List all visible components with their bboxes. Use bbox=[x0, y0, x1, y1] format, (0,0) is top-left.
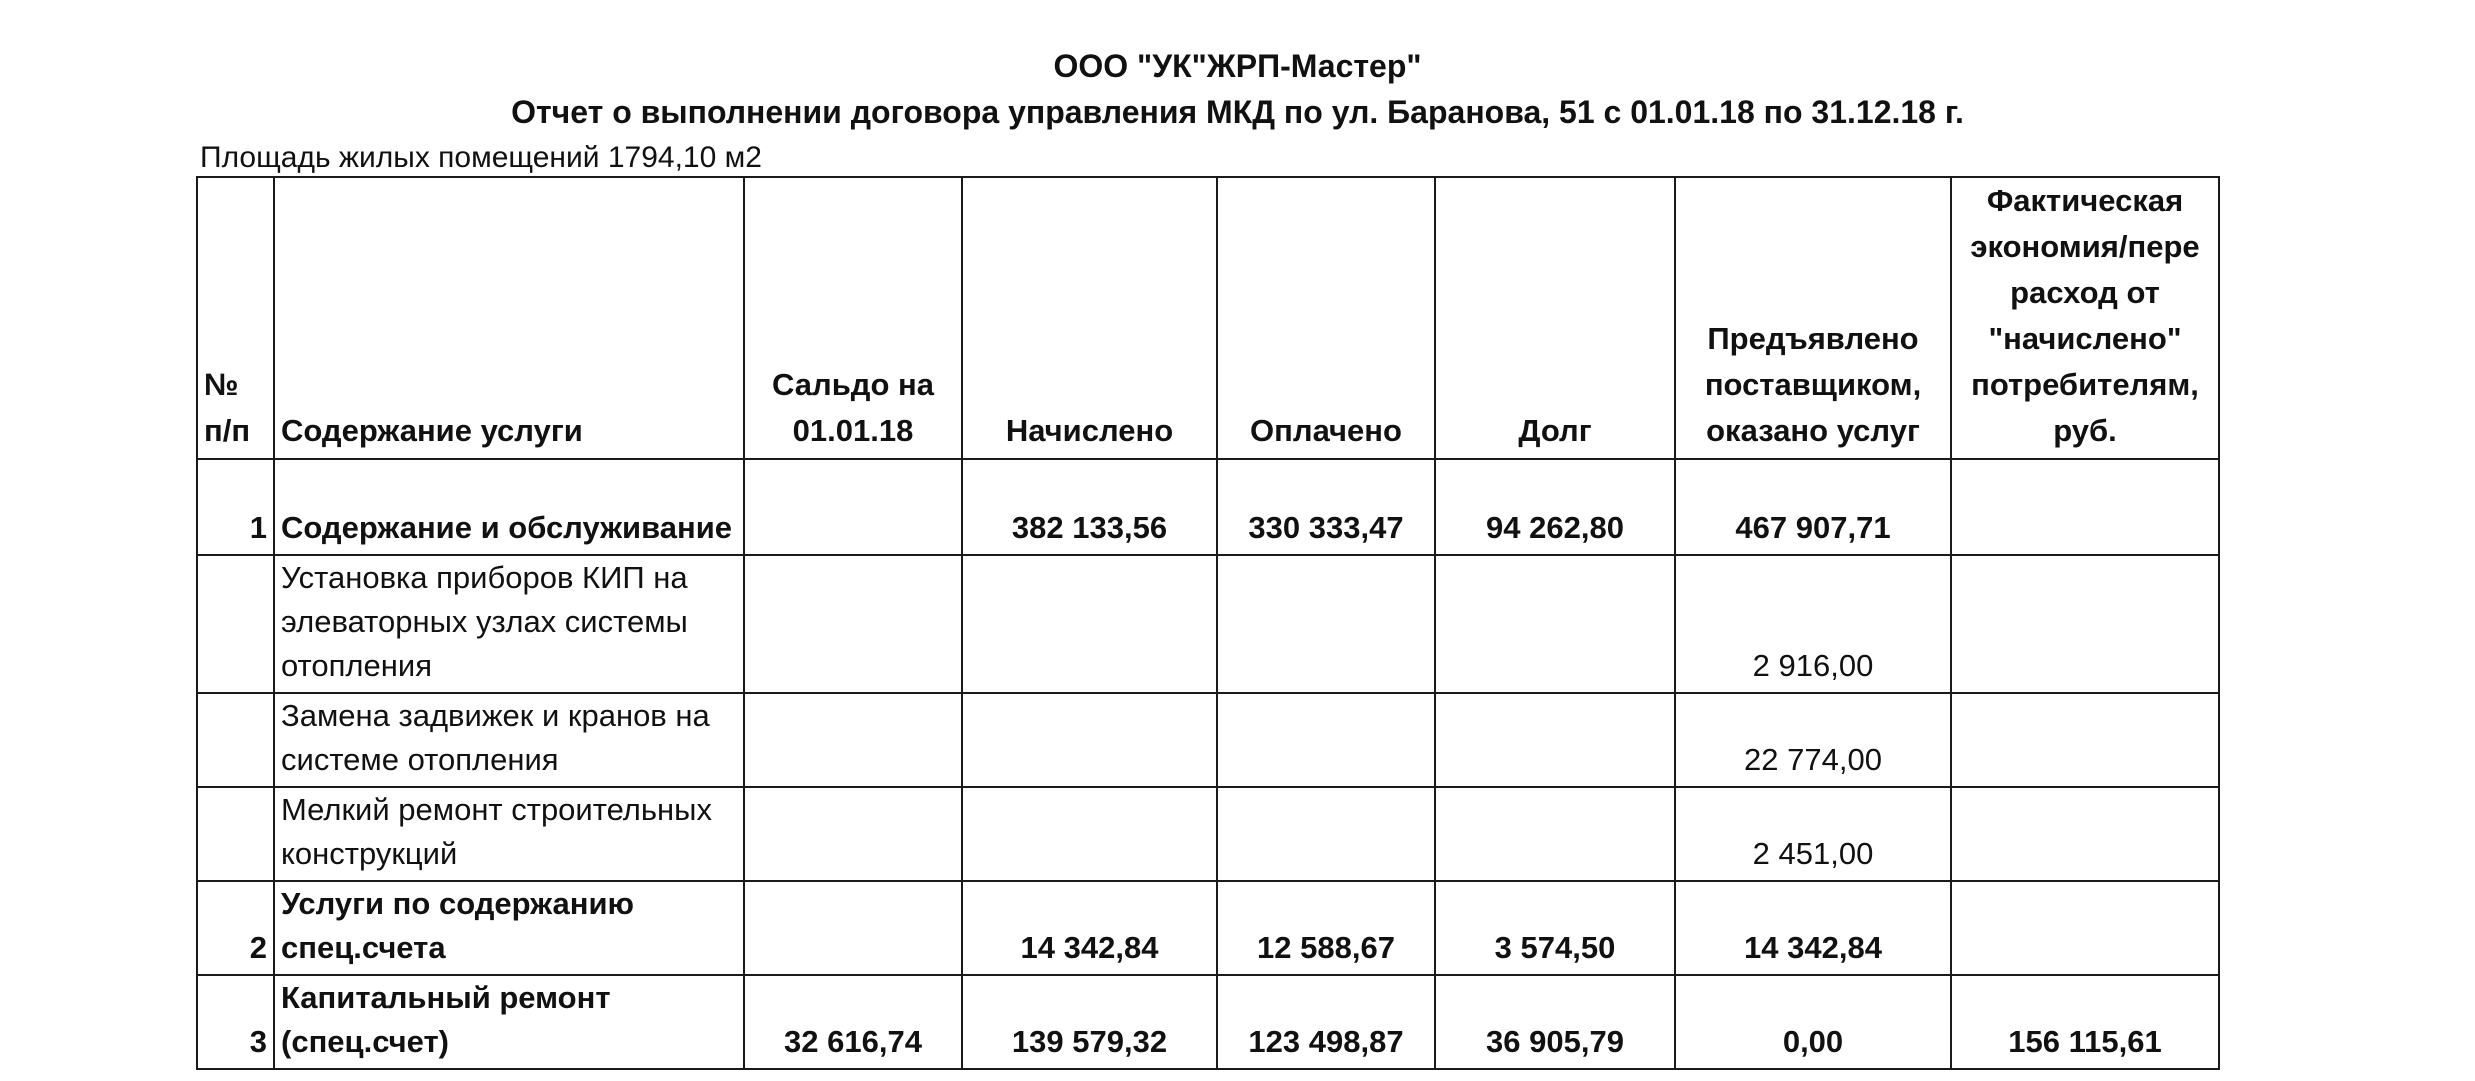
row-service: Установка приборов КИП на элеваторных узлах системы отопления bbox=[274, 555, 744, 693]
row-debt: 3 574,50 bbox=[1435, 881, 1675, 975]
header-charged: Начислено bbox=[962, 177, 1217, 459]
row-service: Замена задвижек и кранов на системе отопления bbox=[274, 693, 744, 787]
row-economy: 156 115,61 bbox=[1951, 975, 2219, 1069]
row-economy bbox=[1951, 881, 2219, 975]
table-row bbox=[197, 693, 2219, 787]
row-paid: 330 333,47 bbox=[1217, 459, 1435, 555]
row-num: 1 bbox=[197, 459, 274, 555]
row-debt bbox=[1435, 555, 1675, 693]
header-economy: Фактическая экономия/пере расход от "начислено" потребителям, руб. bbox=[1951, 177, 2219, 459]
row-debt: 36 905,79 bbox=[1435, 975, 1675, 1069]
row-service: Капитальный ремонт (спец.счет) bbox=[274, 975, 744, 1069]
row-saldo bbox=[744, 555, 962, 693]
report-table bbox=[196, 176, 2220, 1070]
row-num bbox=[197, 787, 274, 881]
row-supplier: 2 916,00 bbox=[1675, 555, 1951, 693]
row-charged bbox=[962, 693, 1217, 787]
row-saldo bbox=[744, 459, 962, 555]
row-paid: 123 498,87 bbox=[1217, 975, 1435, 1069]
organization-title: ООО "УК"ЖРП-Мастер" bbox=[1053, 48, 1422, 84]
row-economy bbox=[1951, 787, 2219, 881]
header-saldo: Сальдо на 01.01.18 bbox=[744, 177, 962, 459]
row-charged bbox=[962, 555, 1217, 693]
row-paid bbox=[1217, 787, 1435, 881]
header-paid: Оплачено bbox=[1217, 177, 1435, 459]
header-supplier: Предъявлено поставщиком, оказано услуг bbox=[1675, 177, 1951, 459]
table-row bbox=[197, 787, 2219, 881]
row-debt bbox=[1435, 787, 1675, 881]
row-num: 3 bbox=[197, 975, 274, 1069]
header-debt: Долг bbox=[1435, 177, 1675, 459]
row-saldo bbox=[744, 787, 962, 881]
row-economy bbox=[1951, 693, 2219, 787]
row-supplier: 22 774,00 bbox=[1675, 693, 1951, 787]
row-supplier: 2 451,00 bbox=[1675, 787, 1951, 881]
row-supplier: 0,00 bbox=[1675, 975, 1951, 1069]
header-num: № п/п bbox=[197, 177, 274, 459]
row-supplier: 14 342,84 bbox=[1675, 881, 1951, 975]
row-service: Услуги по содержанию спец.счета bbox=[274, 881, 744, 975]
row-service: Содержание и обслуживание bbox=[274, 459, 744, 555]
table-header-row bbox=[197, 177, 2219, 459]
row-supplier: 467 907,71 bbox=[1675, 459, 1951, 555]
table-row bbox=[197, 881, 2219, 975]
table-row bbox=[197, 975, 2219, 1069]
row-debt bbox=[1435, 693, 1675, 787]
row-saldo bbox=[744, 693, 962, 787]
row-paid bbox=[1217, 555, 1435, 693]
row-charged: 382 133,56 bbox=[962, 459, 1217, 555]
row-num bbox=[197, 555, 274, 693]
report-title: Отчет о выполнении договора управления МКД по ул. Баранова, 51 с 01.01.18 по 31.12.18 г. bbox=[511, 94, 1964, 130]
table-row bbox=[197, 459, 2219, 555]
header-service: Содержание услуги bbox=[274, 177, 744, 459]
row-num: 2 bbox=[197, 881, 274, 975]
row-economy bbox=[1951, 555, 2219, 693]
row-charged: 14 342,84 bbox=[962, 881, 1217, 975]
row-num bbox=[197, 693, 274, 787]
row-service: Мелкий ремонт строительных конструкций bbox=[274, 787, 744, 881]
row-economy bbox=[1951, 459, 2219, 555]
row-debt: 94 262,80 bbox=[1435, 459, 1675, 555]
row-saldo bbox=[744, 881, 962, 975]
row-saldo: 32 616,74 bbox=[744, 975, 962, 1069]
table-row bbox=[197, 555, 2219, 693]
row-charged: 139 579,32 bbox=[962, 975, 1217, 1069]
row-charged bbox=[962, 787, 1217, 881]
living-area-line: Площадь жилых помещений 1794,10 м2 bbox=[200, 141, 762, 174]
row-paid bbox=[1217, 693, 1435, 787]
row-paid: 12 588,67 bbox=[1217, 881, 1435, 975]
